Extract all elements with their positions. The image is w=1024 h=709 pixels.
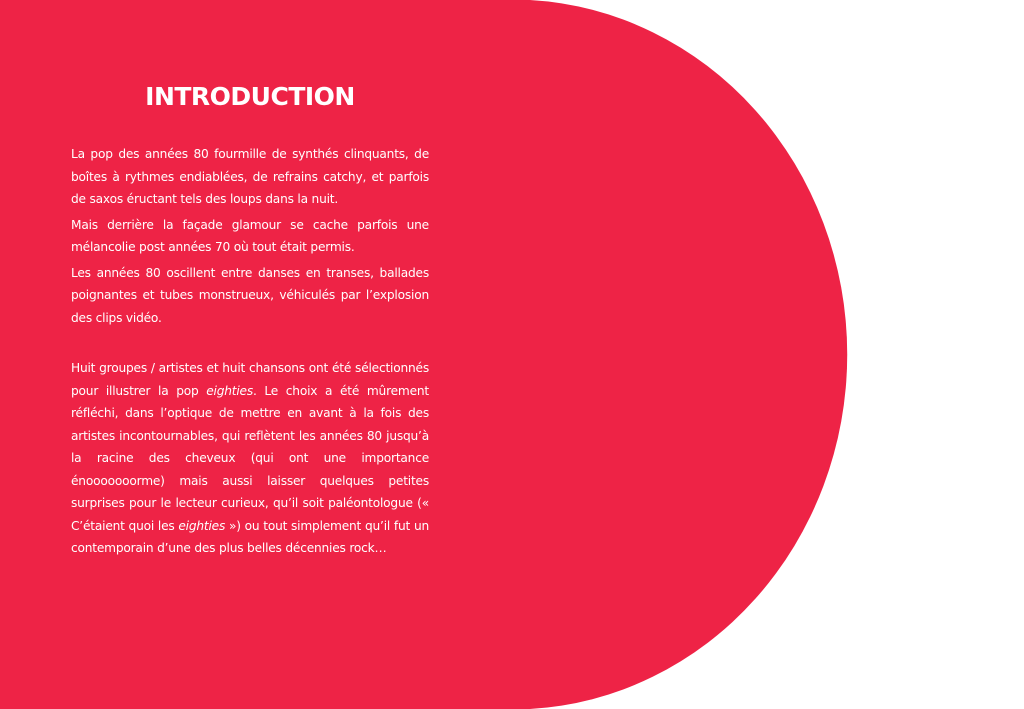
paragraph-1: La pop des années 80 fourmille de synthés clinquants, de boîtes à rythmes endiablées, de refrains catchy, et parfois de saxos éructant tels des loups dans la nuit. [71, 147, 429, 206]
paragraph-4-text-2: . Le choix a été mûrement réfléchi, dans l’optique de mettre en avant à la fois des artistes incontournables, qui reflètent les années 80 jusqu’à la racine des cheveux (qui ont une importance énooooooorme) mais aussi laisser quelques petites surprises pour le lecteur curieux, qu’il soit paléontologue (« C’étaient quoi les [71, 383, 429, 533]
paragraph-4 [71, 357, 429, 560]
page-title: INTRODUCTION [145, 82, 355, 111]
paragraph-4-text-3: ») ou tout simplement qu’il fut un contemporain d’une des plus belles décennies rock… [71, 518, 429, 555]
paragraph-4-italic-1: eighties [206, 383, 254, 398]
introduction-body [71, 143, 429, 560]
paragraph-3: Les années 80 oscillent entre danses en transes, ballades poignantes et tubes monstrueux, véhiculés par l’explosion des clips vidéo. [71, 265, 429, 325]
paragraph-4-italic-2: eighties [178, 518, 226, 533]
paragraph-2: Mais derrière la façade glamour se cache parfois une mélancolie post années 70 où tout était permis. [71, 217, 429, 254]
introduction-section [71, 80, 429, 563]
paragraph-4-text-1: Huit groupes / artistes et huit chansons ont été sélectionnés pour illustrer la pop [71, 361, 429, 398]
